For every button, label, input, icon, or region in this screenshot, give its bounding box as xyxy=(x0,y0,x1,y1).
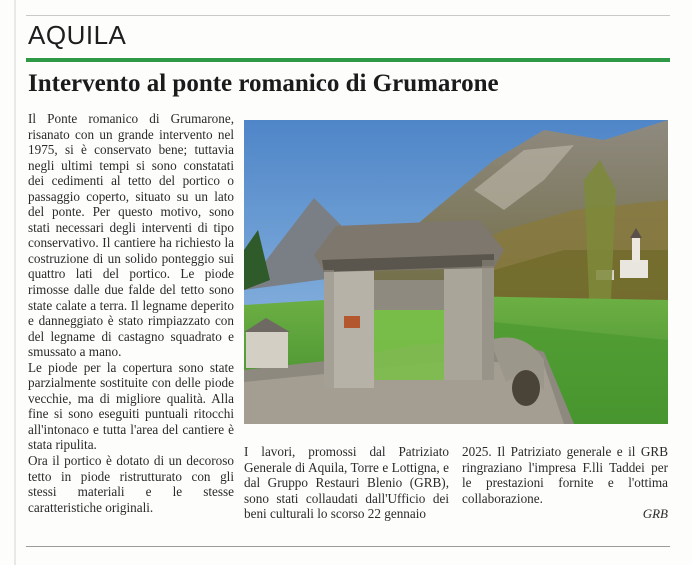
bridge-photo xyxy=(244,120,668,424)
page-margin-shadow xyxy=(14,0,16,565)
section-accent-bar xyxy=(26,58,670,62)
article-body-column xyxy=(28,111,234,515)
caption-column-3: 2025. Il Patriziato generale e il GRB ringraziano l'impresa F.lli Taddei per le prestazioni fornite e l'ottima collaborazione. xyxy=(462,444,668,506)
caption-column-2: I lavori, promossi dal Patriziato Generale di Aquila, Torre e Lottigna, e dal Gruppo Restauri Blenio (GRB), sono stati collaudati dall'Ufficio dei beni culturali lo scorso 22 gennaio xyxy=(244,444,449,522)
body-paragraph-2: Le piode per la copertura sono state parzialmente sostituite con delle piode vecchie, ma di migliore qualità. Alla fine si sono eseguiti puntuali ritocchi all'intonaco e tutta l'area del cantiere è stata ripulita. xyxy=(28,359,234,453)
section-label: AQUILA xyxy=(28,20,127,50)
body-paragraph-3: Ora il portico è dotato di un decoroso tetto in piode ristrutturato con gli stessi materiali e le stesse caratteristiche originali. xyxy=(28,453,234,515)
body-paragraph-1: Il Ponte romanico di Grumarone, risanato con un grande intervento nel 1975, si è conservato bene; tuttavia negli ultimi tempi si sono constatati dei cedimenti al tetto del portico o passaggio coperto, situato su un lato del ponte. Per questo motivo, sono stati necessari degli interventi di tipo conservativo. Il cantiere ha richiesto la costruzione di un solido ponteggio sui quattro lati del portico. Le piode rimosse dalle due falde del tetto sono state calate a terra. Il legname deperito e danneggiato è stato rimpiazzato con del legname di castagno squadrato e smussato a mano. xyxy=(28,111,234,360)
top-rule xyxy=(26,15,670,16)
article-headline: Intervento al ponte romanico di Grumarone xyxy=(28,70,499,97)
author-signature: GRB xyxy=(642,506,668,521)
bottom-rule xyxy=(26,546,670,547)
